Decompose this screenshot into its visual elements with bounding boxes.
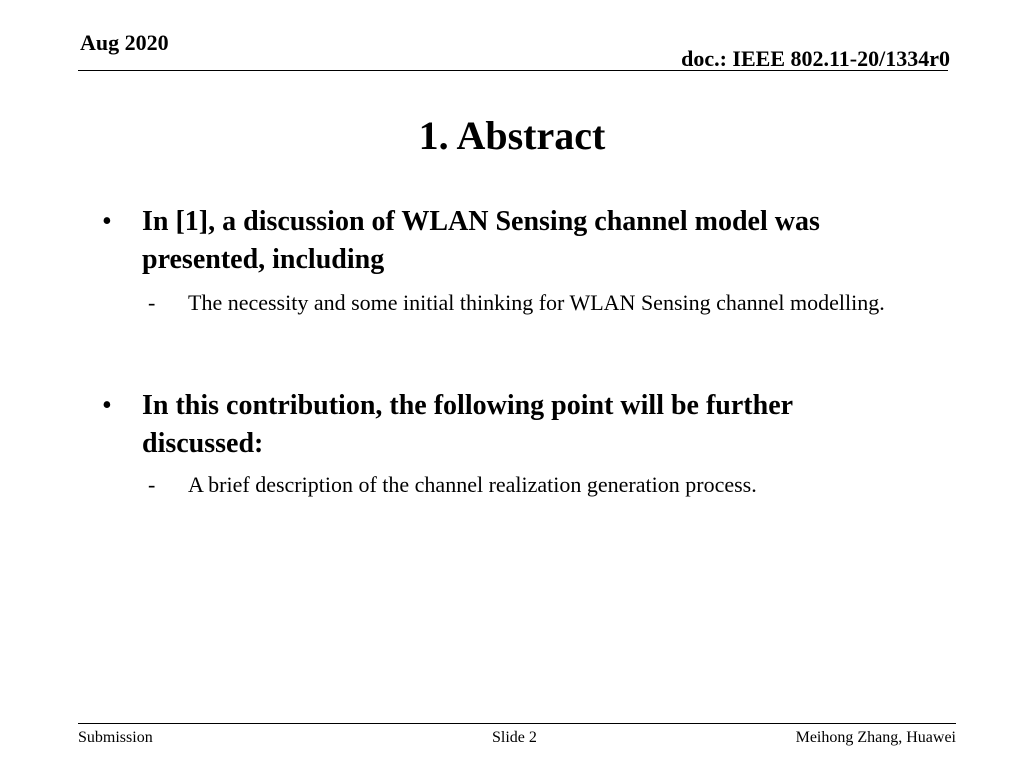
footer-author: Meihong Zhang, Huawei: [795, 729, 956, 746]
bullet-text: In [1], a discussion of WLAN Sensing channel model was presented, including: [142, 206, 820, 275]
sub-item-text: The necessity and some initial thinking for WLAN Sensing channel modelling.: [188, 290, 885, 315]
sub-item-marker: -: [148, 290, 156, 315]
bullet-marker: •: [102, 390, 112, 421]
bullet-text: In this contribution, the following point will be further discussed:: [142, 390, 793, 459]
header-divider: [78, 70, 948, 71]
footer-submission: Submission: [78, 729, 153, 746]
footer-slide-number: Slide 2: [492, 729, 537, 746]
sub-item-marker: -: [148, 472, 156, 497]
slide-title: 1. Abstract: [418, 113, 606, 158]
header-doc-id: doc.: IEEE 802.11-20/1334r0: [681, 46, 950, 71]
header-date: Aug 2020: [80, 30, 169, 55]
footer-divider: [78, 723, 956, 724]
bullet-marker: •: [102, 206, 112, 237]
sub-item-text: A brief description of the channel realization generation process.: [188, 472, 757, 497]
